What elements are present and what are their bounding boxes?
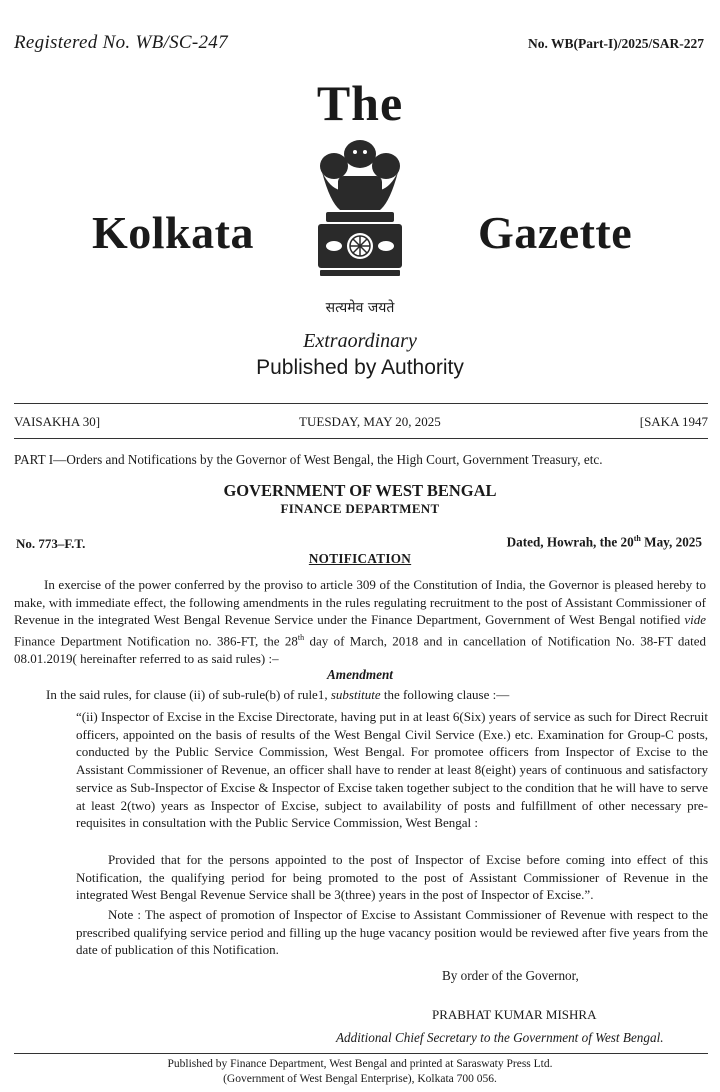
government-heading: GOVERNMENT OF WEST BENGAL <box>223 481 497 500</box>
dated-sup: th <box>633 534 641 543</box>
masthead-the: The <box>316 75 404 131</box>
p1-text-c: day of March, 2018 and in cancellation of Notification No. 38-FT dated 08.01.2019( hereinafter referred to as said rules) :– <box>14 633 706 667</box>
notification-heading: NOTIFICATION <box>308 551 412 566</box>
p1-text-a: In exercise of the power conferred by the proviso to article 309 of the Constitution of India, the Governor is pleased hereby to make, with immediate effect, the following amendments in the rules regulating recruitment to the post of Assistant Commissioner of Revenue in the integrated West Bengal Revenue Service under the Finance Department, Government of West Bengal notified <box>14 577 706 628</box>
paragraph-note: Note : The aspect of promotion of Inspector of Excise to Assistant Commissioner of Revenue with respect to the prescribed qualifying service period and filling up the huge vacancy position would be reviewed after five years from the date of publication of this Notification. <box>76 907 708 958</box>
p1-vide: vide <box>684 612 706 628</box>
dateline <box>14 414 708 430</box>
by-order-line: By order of the Governor, <box>442 968 579 983</box>
issue-date: TUESDAY, MAY 20, 2025 <box>299 414 441 429</box>
p2-text-a: In the said rules, for clause (ii) of sub-rule(b) of rule1, <box>46 687 331 702</box>
footer-rule <box>14 1053 708 1054</box>
part-heading: PART I—Orders and Notifications by the Governor of West Bengal, the High Court, Government Treasury, etc. <box>14 452 603 467</box>
paragraph-preamble <box>14 576 706 668</box>
notification-date <box>507 534 702 550</box>
emblem-motto: सत्यमेव जयते <box>325 300 395 316</box>
vaisakha-date: VAISAKHA 30] <box>14 414 101 429</box>
dated-suffix: May, 2025 <box>640 534 702 550</box>
ashoka-emblem-icon <box>300 132 420 302</box>
p2-text-b: the following clause :— <box>380 687 510 702</box>
header-rule-bottom <box>14 438 708 439</box>
p2-substitute: substitute <box>330 687 381 702</box>
registered-number: Registered No. WB/SC-247 <box>14 32 228 53</box>
paragraph-proviso: Provided that for the persons appointed to the post of Inspector of Excise before coming into effect of this Notification, the qualifying period for being promoted to the post of Assistant Commissioner of Revenue in the integrated West Bengal Revenue Service shall be 3(three) years in the post of Inspector of Excise.”. <box>76 852 708 903</box>
footer <box>0 1057 720 1087</box>
amendment-heading: Amendment <box>327 667 393 682</box>
signatory-name: PRABHAT KUMAR MISHRA <box>432 1007 597 1022</box>
signatory-designation: Additional Chief Secretary to the Government of West Bengal. <box>336 1030 664 1045</box>
saka-date: [SAKA 1947 <box>639 414 708 429</box>
paragraph-substitution <box>46 686 706 704</box>
notification-number: No. 773–F.T. <box>16 536 86 551</box>
department-heading: FINANCE DEPARTMENT <box>280 501 440 516</box>
masthead-gazette: Gazette <box>478 207 633 258</box>
footer-line-2: (Government of West Bengal Enterprise), Kolkata 700 056. <box>223 1073 497 1085</box>
extraordinary-label: Extraordinary <box>303 330 417 352</box>
footer-line-1: Published by Finance Department, West Bengal and printed at Saraswaty Press Ltd. <box>167 1058 553 1070</box>
gazette-number: No. WB(Part-I)/2025/SAR-227 <box>528 36 704 51</box>
masthead-kolkata: Kolkata <box>92 207 254 258</box>
paragraph-clause-ii: “(ii) Inspector of Excise in the Excise Directorate, having put in at least 6(Six) years of service as such for Direct Recruit officers, appointed on the basis of results of the West Bengal Civil Service (Exe.) etc. Examination for Group-C posts, conducted by the Public Service Commission, West Bengal. For promotee officers from Inspector of Excise to the Assistant Commissioner of Revenue, an officer shall have to render at least 8(eight) years of continuous and satisfactory service as Sub-Inspector of Excise & Inspector of Excise taken together subject to the condition that he will have to serve at least 2(two) years as Inspector of Excise, subject to availability of posts and fulfillment of other necessary pre-requisites in consultation with the Public Service Commission, West Bengal : <box>76 709 708 831</box>
dated-prefix: Dated, Howrah, the 20 <box>506 534 634 550</box>
p1-sup: th <box>297 633 305 643</box>
p1-text-b: Finance Department Notification no. 386-FT, the 28 <box>14 633 298 649</box>
published-by-authority: Published by Authority <box>256 356 464 379</box>
header-rule-top <box>14 403 708 404</box>
